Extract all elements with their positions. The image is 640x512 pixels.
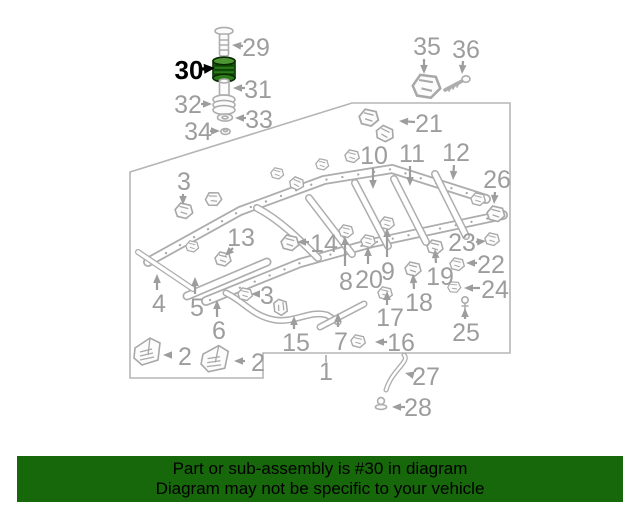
svg-text:19: 19 — [426, 263, 454, 291]
part-callout-29[interactable] — [232, 34, 270, 62]
svg-text:8: 8 — [339, 268, 353, 296]
svg-text:13: 13 — [227, 224, 255, 252]
part-28-bolt — [375, 398, 386, 410]
part-callout-34[interactable] — [184, 118, 220, 146]
part-callout-35[interactable] — [413, 33, 441, 74]
part-callout-13[interactable] — [225, 224, 255, 256]
part-callout-31[interactable] — [233, 76, 272, 104]
svg-text:1: 1 — [319, 358, 333, 386]
spring-stack-parts — [213, 27, 235, 134]
part-33-washer — [218, 114, 233, 121]
part-callout-1[interactable] — [319, 355, 333, 386]
part-callout-30[interactable] — [175, 55, 215, 85]
svg-text:6: 6 — [212, 317, 226, 345]
svg-text:29: 29 — [242, 34, 270, 62]
svg-text:27: 27 — [412, 363, 440, 391]
part-callout-28[interactable] — [392, 394, 432, 422]
svg-text:3: 3 — [260, 282, 274, 310]
svg-text:15: 15 — [282, 329, 310, 357]
svg-text:10: 10 — [360, 142, 388, 170]
svg-text:7: 7 — [334, 328, 348, 356]
svg-text:11: 11 — [399, 140, 425, 168]
svg-text:3: 3 — [177, 168, 191, 196]
svg-text:25: 25 — [452, 319, 480, 347]
svg-text:30: 30 — [174, 55, 204, 85]
part-30-highlighted-spring[interactable] — [213, 57, 235, 82]
svg-text:20: 20 — [355, 266, 383, 294]
svg-text:12: 12 — [442, 139, 470, 167]
svg-text:33: 33 — [245, 106, 273, 134]
svg-text:22: 22 — [477, 251, 505, 279]
part-35-bracket — [412, 73, 441, 99]
part-27-tube — [386, 355, 405, 390]
svg-text:26: 26 — [483, 166, 511, 194]
part-31-bushing — [219, 79, 229, 95]
banner-line-2: Diagram may not be specific to your vehicle — [155, 479, 485, 498]
svg-text:18: 18 — [405, 289, 433, 317]
part-callout-27[interactable] — [405, 363, 440, 391]
svg-text:35: 35 — [413, 33, 441, 61]
svg-text:24: 24 — [481, 276, 509, 304]
info-banner — [17, 456, 623, 502]
svg-text:17: 17 — [376, 304, 404, 332]
svg-text:2: 2 — [251, 349, 265, 377]
svg-text:16: 16 — [387, 329, 415, 357]
svg-text:32: 32 — [174, 91, 202, 119]
svg-text:4: 4 — [152, 290, 166, 318]
svg-text:28: 28 — [404, 394, 432, 422]
part-callout-33[interactable] — [235, 106, 273, 134]
part-36-bolt — [445, 76, 470, 91]
svg-text:2: 2 — [178, 343, 192, 371]
svg-text:34: 34 — [184, 118, 212, 146]
part-29-bolt — [215, 27, 233, 56]
svg-text:21: 21 — [415, 110, 443, 138]
svg-text:36: 36 — [452, 36, 480, 64]
svg-text:9: 9 — [381, 258, 395, 286]
svg-text:5: 5 — [190, 294, 204, 322]
svg-text:23: 23 — [448, 229, 476, 257]
part-callout-32[interactable] — [174, 91, 212, 119]
banner-line-1: Part or sub-assembly is #30 in diagram — [172, 458, 468, 478]
part-34-nut — [221, 129, 230, 135]
part-32-spring — [213, 95, 235, 114]
part-callout-36[interactable] — [452, 36, 480, 74]
svg-text:31: 31 — [244, 76, 272, 104]
svg-text:14: 14 — [310, 230, 338, 258]
